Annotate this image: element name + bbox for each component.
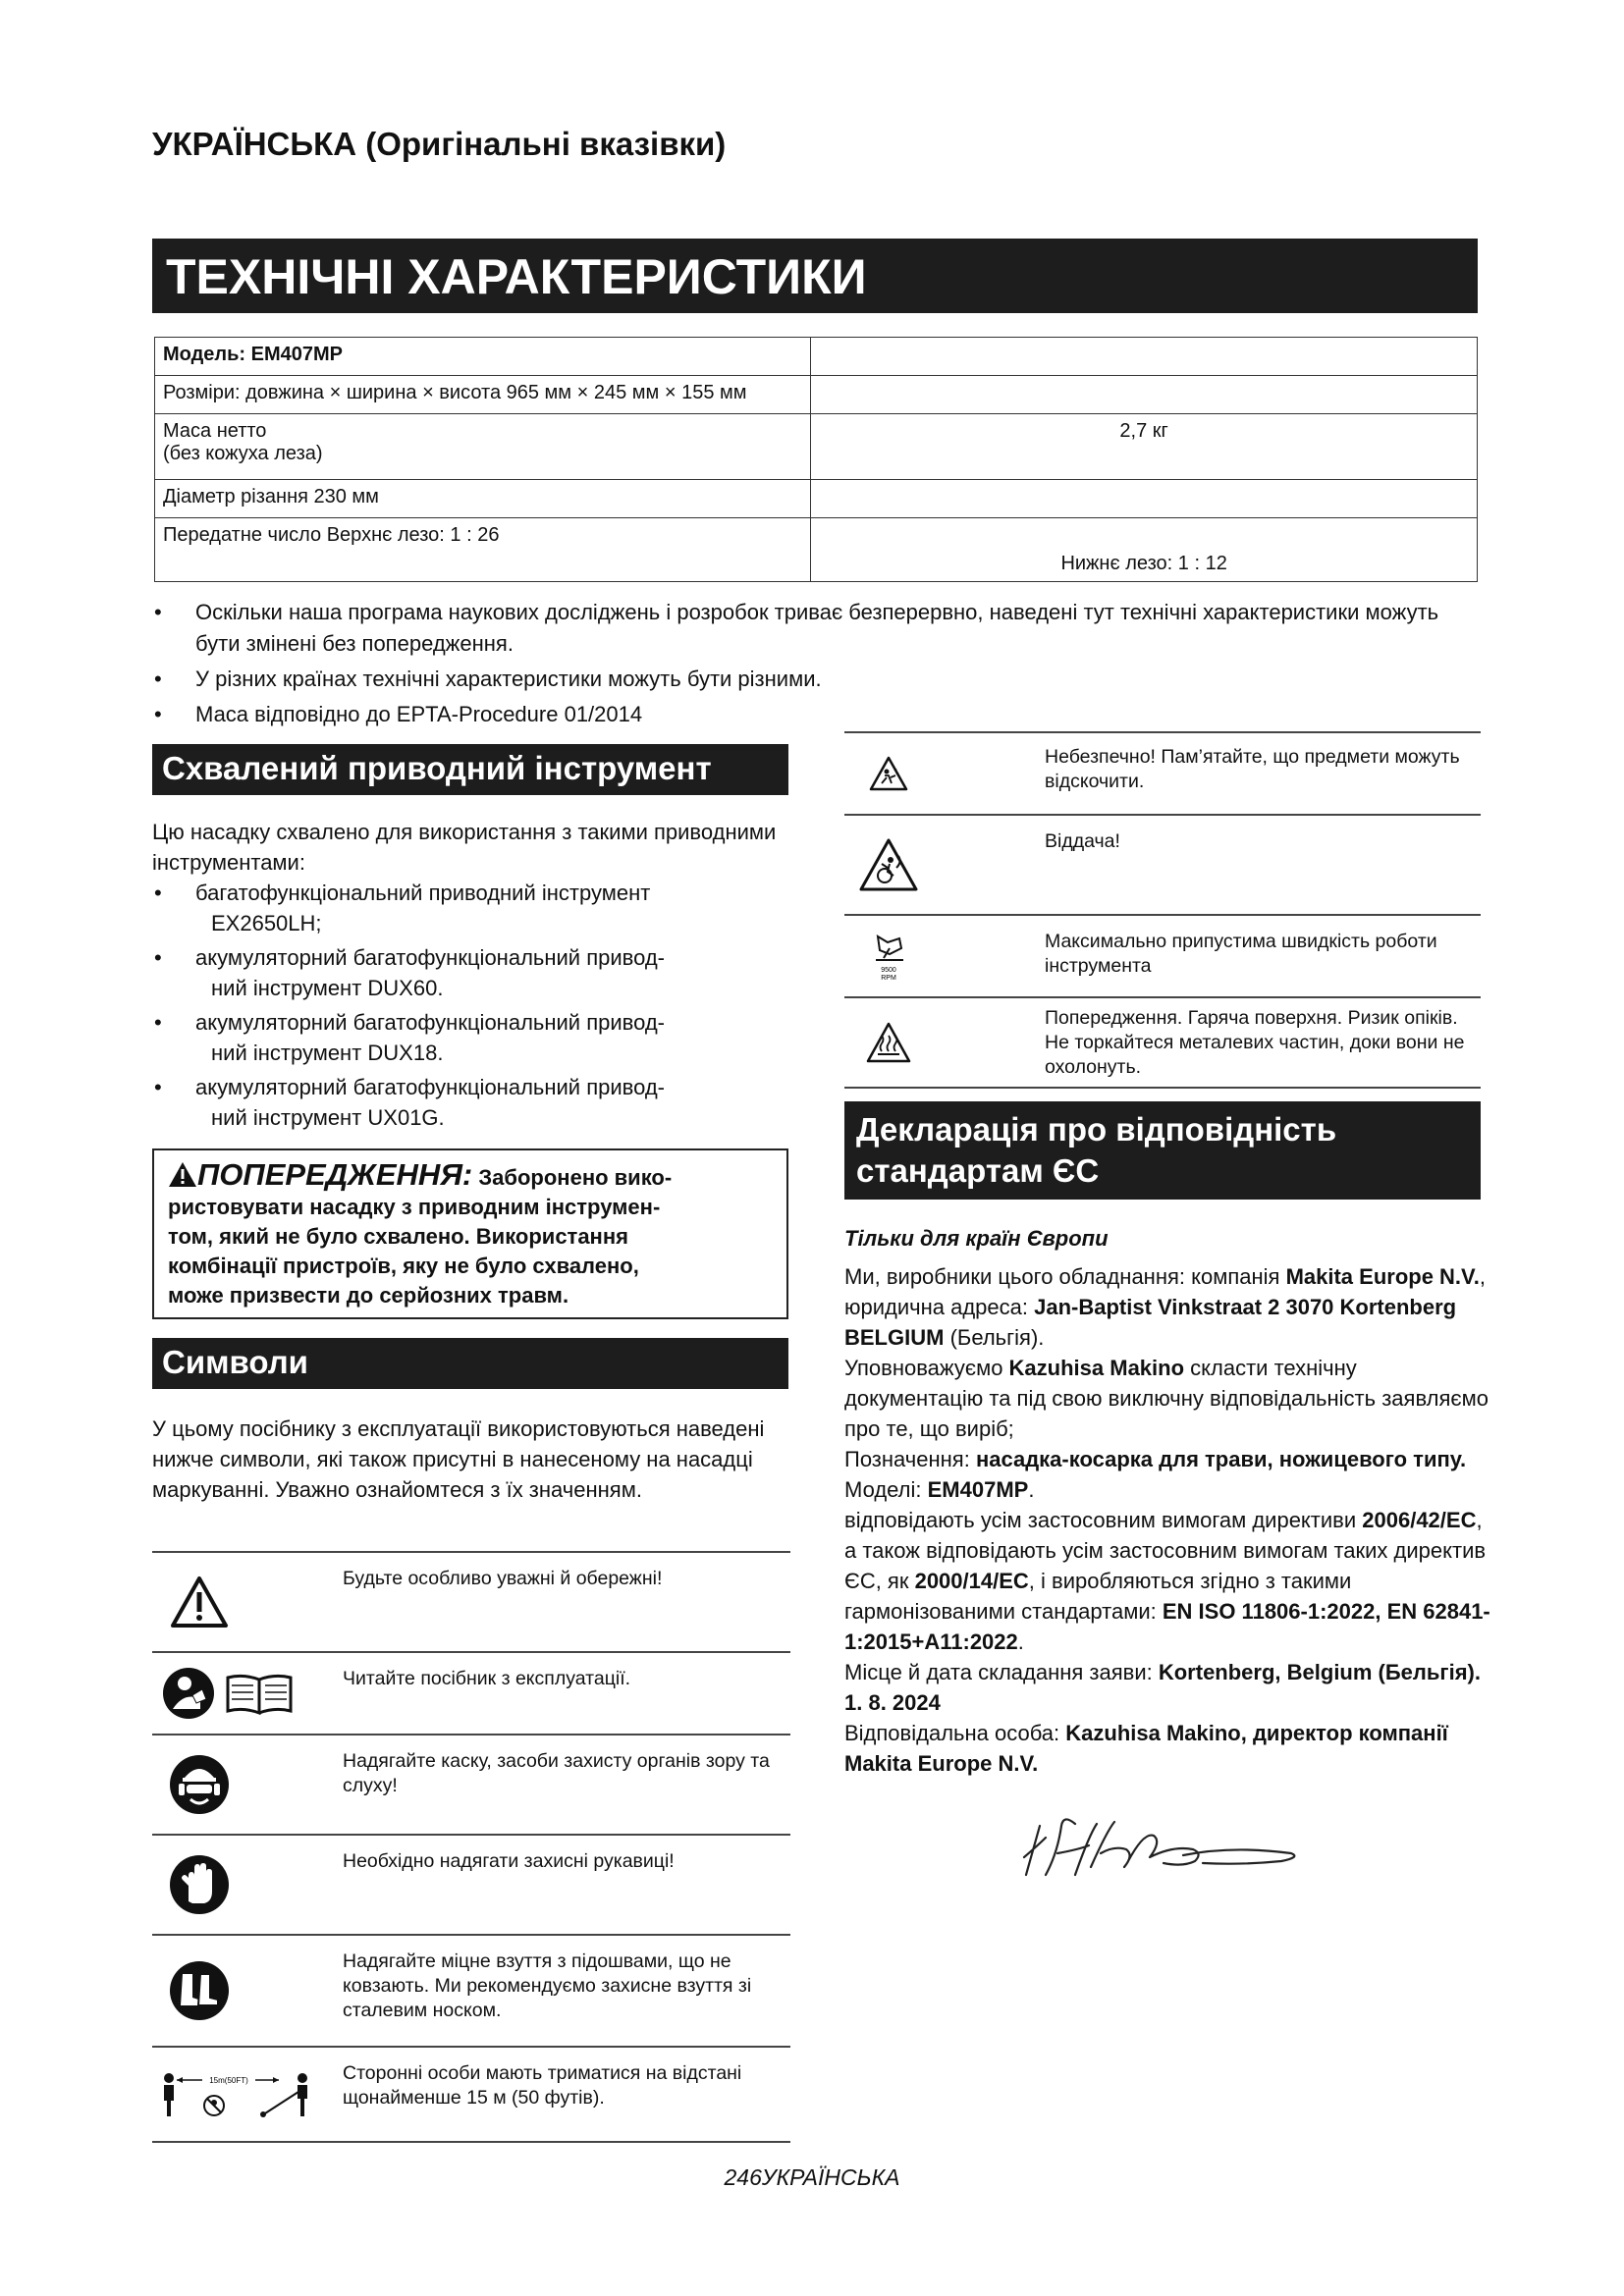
symbols-table-right (844, 731, 1481, 1089)
kickback-icon (859, 838, 918, 891)
list-item: • акумуляторний багатофункціональний привод- ний інструмент UX01G. (152, 1072, 790, 1133)
table-row (155, 518, 1478, 582)
safety-boots-icon (169, 1960, 230, 2021)
list-item: • Маса відповідно до EPTA-Procedure 01/2014 (152, 699, 1488, 730)
symbol-description: Віддача! (1041, 815, 1481, 915)
svg-text:9500: 9500 (881, 967, 896, 974)
symbol-description: Максимально припустима швидкість роботи інструмента (1041, 915, 1481, 997)
symbol-description: Читайте посібник з експлуатації. (339, 1652, 790, 1735)
warning-box: ПОПЕРЕДЖЕННЯ: Заборонено вико- ристовувати насадку з приводним інструмен- том, який не було схвалено. Використання комбінації пристроїв, яку не було схвалено, може призвести до серйозних травм. (152, 1148, 788, 1319)
signature (1006, 1806, 1321, 1895)
specifications-title: ТЕХНІЧНІ ХАРАКТЕРИСТИКИ (152, 239, 1478, 313)
table-row (844, 997, 1481, 1088)
declaration-manufacturer: Ми, виробники цього обладнання: компанія Makita Europe N.V., юридична адреса: Jan-Baptist Vinkstraat 2 3070 Kortenberg BELGIUM (Бельгія). (844, 1264, 1486, 1350)
helmet-goggles-earmuffs-icon (169, 1754, 230, 1815)
spec-net-weight-label: Маса нетто (без кожуха леза) (155, 414, 811, 480)
table-row (155, 376, 1478, 414)
symbol-description: Надягайте каску, засоби захисту органів зору та слуху! (339, 1735, 790, 1835)
list-item: • багатофункціональний приводний інструмент EX2650LH; (152, 878, 790, 938)
list-item: • акумуляторний багатофункціональний привод- ний інструмент DUX60. (152, 942, 790, 1003)
page-footer: 246УКРАЇНСЬКА (724, 2164, 900, 2190)
symbol-description: Попередження. Гаряча поверхня. Ризик опіків. Не торкайтеся металевих частин, доки вони не охолонуть. (1041, 997, 1481, 1088)
specifications-table (154, 337, 1478, 582)
warning-label: ПОПЕРЕДЖЕННЯ: (197, 1157, 473, 1192)
table-row (155, 414, 1478, 480)
table-row (844, 915, 1481, 997)
symbol-description: Будьте особливо уважні й обережні! (339, 1552, 790, 1652)
list-item: • У різних країнах технічні характеристики можуть бути різними. (152, 664, 1488, 695)
spec-dimensions: Розміри: довжина × ширина × висота 965 мм × 245 мм × 155 мм (155, 376, 811, 414)
declaration-designation: Позначення: насадка-косарка для трави, ножицевого типу. Моделі: EM407MP. (844, 1447, 1467, 1502)
table-row (152, 1735, 790, 1835)
table-row (844, 732, 1481, 815)
table-row (152, 1835, 790, 1935)
symbol-description: Небезпечно! Пам’ятайте, що предмети можуть відскочити. (1041, 732, 1481, 815)
symbols-title: Символи (152, 1338, 788, 1389)
declaration-subtitle: Тільки для країн Європи (844, 1226, 1109, 1251)
list-item: • Оскільки наша програма наукових досліджень і розробок триває безперервно, наведені тут технічні характеристики можуть бути змінені без попередження. (152, 597, 1488, 660)
declaration-directives: відповідають усім застосовним вимогам директиви 2006/42/EC, а також відповідають усім застосовним вимогам таких директив ЄС, як 2000/14/EC, і виробляються згідно з такими гармонізованими стандартами: EN ISO 11806-1:2022, EN 62841-1:2015+A11:2022. (844, 1508, 1490, 1654)
table-row (152, 2047, 790, 2142)
symbols-table-left (152, 1551, 790, 2143)
language-title: УКРАЇНСЬКА (Оригінальні вказівки) (152, 126, 727, 162)
caution-triangle-icon (170, 1575, 229, 1629)
symbol-description: Надягайте міцне взуття з підошвами, що не ковзають. Ми рекомендуємо захисне взуття зі сталевим носком. (339, 1935, 790, 2047)
approved-tool-title: Схвалений приводний інструмент (152, 744, 788, 795)
table-row (152, 1552, 790, 1652)
list-item: • акумуляторний багатофункціональний привод- ний інструмент DUX18. (152, 1007, 790, 1068)
approved-intro: Цю насадку схвалено для використання з такими приводними інструментами: (152, 820, 777, 875)
declaration-place-date: Місце й дата складання заяви: Kortenberg, Belgium (Бельгія). 1. 8. 2024 (844, 1660, 1481, 1715)
spec-net-weight-value: 2,7 кг (811, 414, 1478, 480)
declaration-authorization: Уповноважуємо Kazuhisa Makino скласти технічну документацію та під свою виключну відповідальність заявляємо про те, що виріб; (844, 1356, 1489, 1441)
spec-model: Модель: EM407MP (155, 338, 811, 376)
symbol-description: Сторонні особи мають триматися на відстані щонайменше 15 м (50 футів). (339, 2047, 790, 2142)
spec-cutting-diameter: Діаметр різання 230 мм (155, 480, 811, 518)
approved-tool-section (152, 817, 790, 1133)
declaration-title: Декларація про відповідність стандартам ЄС (844, 1101, 1481, 1200)
svg-text:RPM: RPM (881, 975, 896, 982)
symbol-description: Необхідно надягати захисні рукавиці! (339, 1835, 790, 1935)
max-speed-icon (864, 929, 913, 984)
declaration-responsible: Відповідальна особа: Kazuhisa Makino, директор компанії Makita Europe N.V. (844, 1721, 1448, 1776)
table-row (152, 1652, 790, 1735)
table-row (844, 815, 1481, 915)
table-row (152, 1935, 790, 2047)
specifications-notes (152, 597, 1488, 730)
table-row (155, 480, 1478, 518)
thrown-objects-icon (869, 756, 908, 791)
spec-gear-ratio-upper: Передатне число Верхнє лезо: 1 : 26 (155, 518, 811, 582)
symbols-intro: У цьому посібнику з експлуатації використовуються наведені нижче символи, які також присутні в нанесеному на насадці маркуванні. Уважно ознайомтеся з їх значенням. (152, 1416, 765, 1502)
read-manual-icon (157, 1666, 304, 1721)
gloves-icon (169, 1854, 230, 1915)
declaration-section (844, 1223, 1492, 1779)
warning-triangle-icon (168, 1161, 197, 1188)
svg-text:15m(50FT): 15m(50FT) (208, 2075, 248, 2085)
keep-distance-icon (155, 2070, 322, 2119)
table-row (155, 338, 1478, 376)
hot-surface-icon (866, 1022, 911, 1063)
spec-gear-ratio-lower: Нижнє лезо: 1 : 12 (811, 518, 1478, 582)
